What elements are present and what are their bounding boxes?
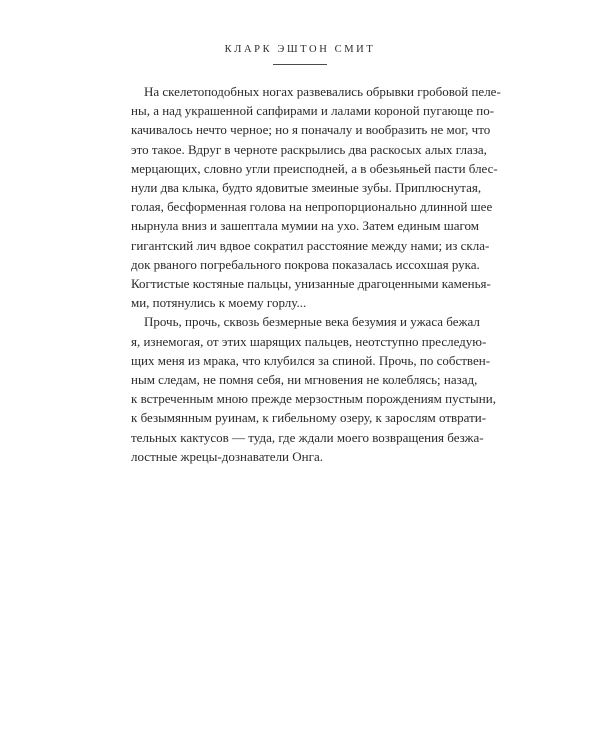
paragraph-1-line: это такое. Вдруг в черноте раскрылись два раскосых алых глаза, bbox=[131, 141, 487, 157]
paragraph-1-line: мерцающих, словно угли преисподней, а в обезьяньей пасти блес- bbox=[131, 160, 498, 176]
paragraph-1-line: нырнула вниз и зашептала мумии на ухо. Затем единым шагом bbox=[131, 218, 480, 234]
paragraph-2-line: ным следам, не помня себя, ни мгновения не колеблясь; назад, bbox=[131, 372, 478, 388]
paragraph-2-line: к безымянным руинам, к гибельному озеру, к зарослям отврати- bbox=[131, 410, 487, 426]
paragraph-1-line: нули два клыка, будто ядовитые змеиные зубы. Приплюснутая, bbox=[131, 180, 482, 196]
running-head: КЛАРК ЭШТОН СМИТ bbox=[224, 44, 376, 55]
paragraph-1-line: док рваного погребального покрова показалась иссохшая рука. bbox=[131, 256, 480, 272]
paragraph-2-line: к встреченным мною прежде мерзостным порождениям пустыни, bbox=[131, 391, 496, 407]
paragraph-1-line: гигантский лич вдвое сократил расстояние между нами; из скла- bbox=[131, 237, 490, 253]
paragraph-2-line: тельных кактусов — туда, где ждали моего возвращения безжа- bbox=[131, 429, 484, 445]
body-text bbox=[131, 82, 501, 466]
paragraph-1-line: На скелетоподобных ногах развевались обрывки гробовой пеле- bbox=[144, 84, 501, 99]
paragraph-1-line: голая, бесформенная голова на непропорционально длинной шее bbox=[131, 199, 493, 215]
paragraph-1-line: качивалось нечто черное; но я поначалу и вообразить не мог, что bbox=[131, 122, 491, 138]
paragraph-1-line: ны, а над украшенной сапфирами и лалами короной пугающе по- bbox=[131, 103, 495, 119]
paragraph-2-line: я, изнемогая, от этих шарящих пальцев, неотступно преследую- bbox=[131, 333, 487, 349]
paragraph-2-line: щих меня из мрака, что клубился за спиной. Прочь, по собствен- bbox=[131, 352, 491, 368]
running-head-rule bbox=[273, 64, 327, 65]
paragraph-1-line: ми, потянулись к моему горлу... bbox=[131, 295, 307, 311]
paragraph-2-line: лостные жрецы-дознаватели Онга. bbox=[131, 448, 323, 464]
paragraph-1-line: Когтистые костяные пальцы, унизанные драгоценными каменья- bbox=[131, 276, 491, 292]
paragraph-2-line: Прочь, прочь, сквозь безмерные века безумия и ужаса бежал bbox=[144, 314, 480, 330]
